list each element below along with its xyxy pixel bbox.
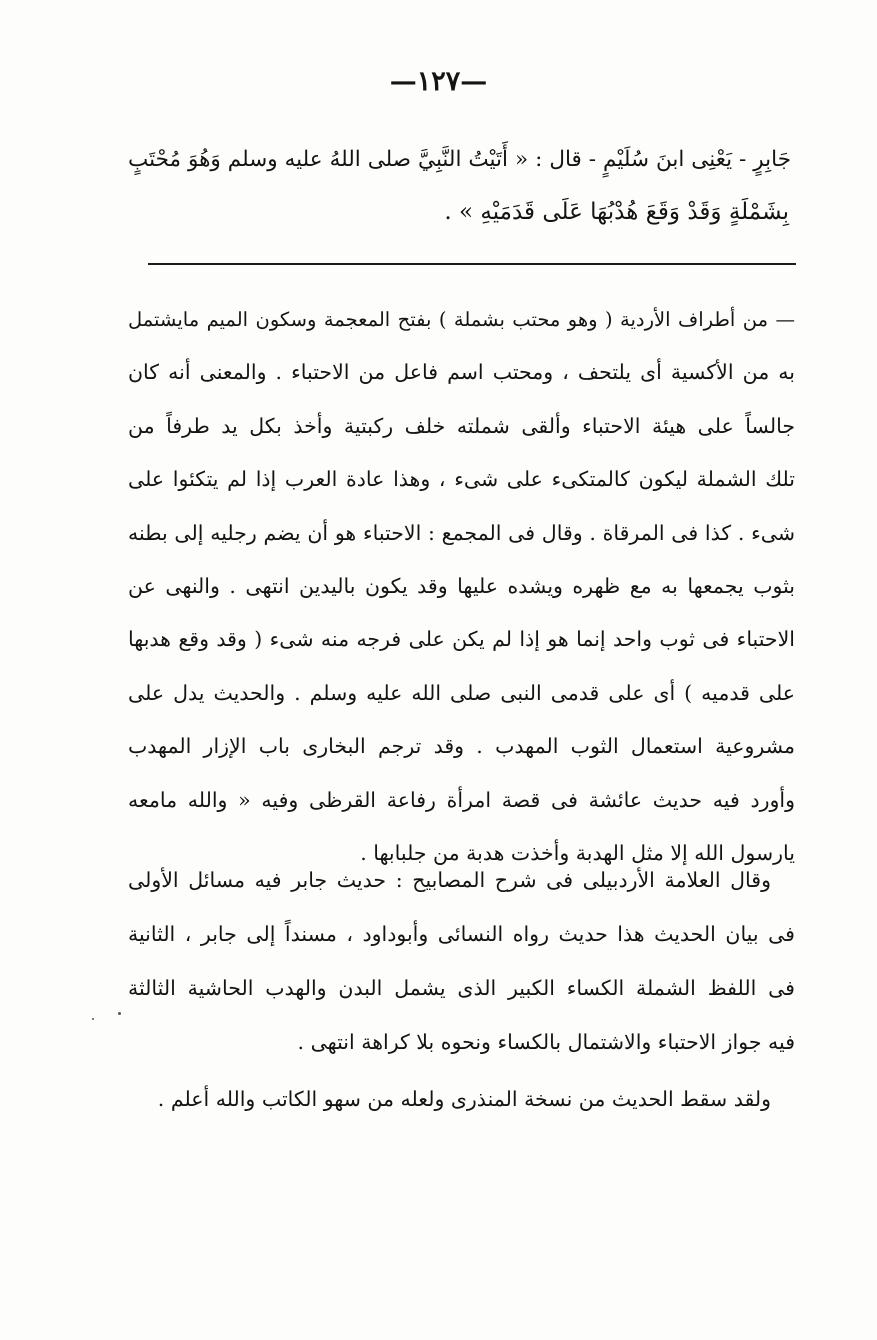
commentary-paragraph — [128, 293, 795, 880]
footnote-divider — [148, 263, 796, 265]
hadith-line: بِشَمْلَةٍ وَقَدْ وَقَعَ هُدْبُهَا عَلَى قَدَمَيْهِ » . — [444, 199, 789, 225]
hadith-text — [128, 134, 795, 238]
commentary-line: يارسول الله إلا مثل الهدبة وأخذت هدبة من جلبابها . — [360, 841, 795, 866]
commentary-line: بثوب يجمعها به مع ظهره ويشده عليها وقد يكون باليدين انتهى . والنهى عن — [128, 574, 795, 599]
paragraph-line: وقال العلامة الأردبيلى فى شرح المصابيح : حديث جابر فيه مسائل الأولى — [128, 868, 771, 892]
page-number: —١٢٧— — [389, 66, 488, 97]
commentary-line: الاحتباء فى ثوب واحد إنما هو إذا لم يكن على فرجه منه شىء ( وقد وقع هدبها — [128, 627, 795, 652]
commentary-line: على قدميه ) أى على قدمى النبى صلى الله عليه وسلم . والحديث يدل على — [128, 680, 795, 705]
paragraph-line: ولقد سقط الحديث من نسخة المنذرى ولعله من سهو الكاتب والله أعلم . — [157, 1087, 771, 1111]
paragraph-line: فيه جواز الاحتباء والاشتمال بالكساء ونحوه بلا كراهة انتهى . — [297, 1030, 795, 1054]
hadith-line: جَابِرٍ - يَعْنِى ابنَ سُلَيْمٍ - قال : « أَتَيْتُ النَّبِيَّ صلى اللهُ عليه وسلم وَهُوَ مُحْتَبٍ — [128, 147, 791, 172]
paper-speck — [118, 1012, 121, 1015]
paragraph-line: فى اللفظ الشملة الكساء الكبير الذى يشمل البدن والهدب الحاشية الثالثة — [128, 976, 795, 1000]
commentary-line: تلك الشملة ليكون كالمتكىء على شىء ، وهذا عادة العرب إذا لم يتكئوا على — [128, 467, 795, 492]
commentary-line: شىء . كذا فى المرقاة . وقال فى المجمع : الاحتباء هو أن يضم رجليه إلى بطنه — [128, 520, 795, 545]
commentary-line: به من الأكسية أى يلتحف ، ومحتب اسم فاعل من الاحتباء . والمعنى أنه كان — [128, 360, 795, 385]
commentary-line: — من أطراف الأردية ( وهو محتب بشملة ) بفتح المعجمة وسكون الميم مايشتمل — [128, 308, 795, 331]
commentary-line: مشروعية استعمال الثوب المهدب . وقد ترجم البخارى باب الإزار المهدب — [128, 734, 795, 759]
commentary-line: وأورد فيه حديث عائشة فى قصة امرأة رفاعة القرظى وفيه « والله مامعه — [128, 787, 795, 812]
ardabili-paragraph — [128, 853, 795, 1069]
commentary-line: جالساً على هيئة الاحتباء وألقى شملته خلف ركبتية وأخذ بكل يد طرفاً من — [128, 413, 795, 438]
closing-paragraph — [128, 1072, 795, 1126]
paragraph-line: فى بيان الحديث هذا حديث رواه النسائى وأبوداود ، مسنداً إلى جابر ، الثانية — [128, 922, 795, 946]
paper-speck — [92, 1018, 94, 1020]
